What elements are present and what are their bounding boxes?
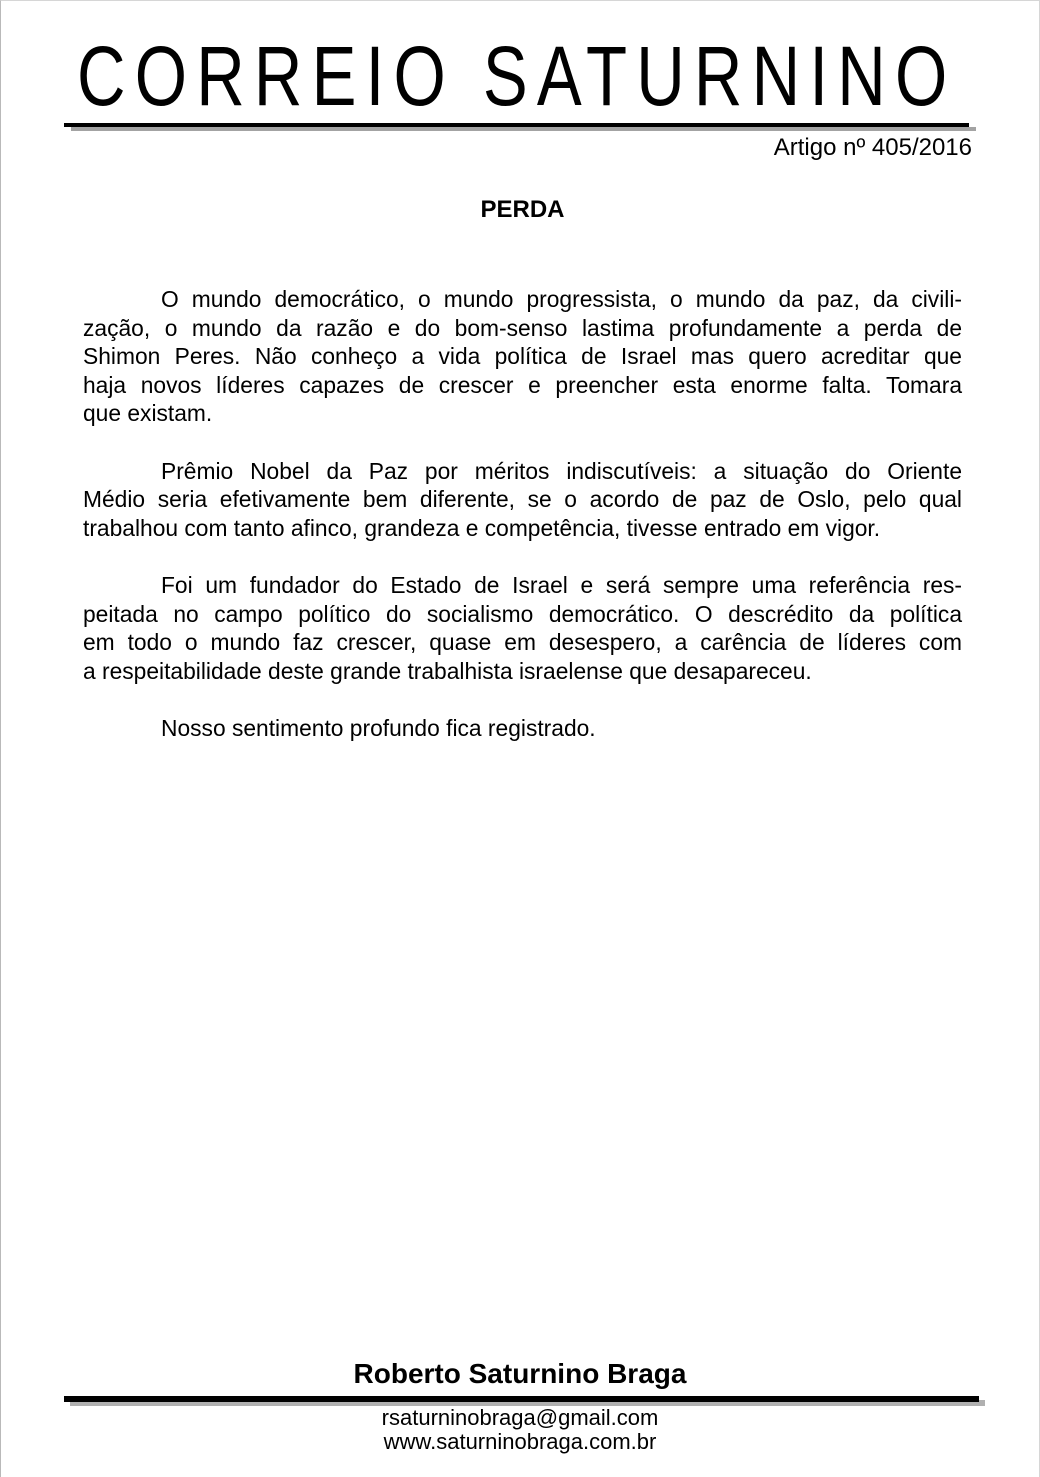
letterhead	[1, 29, 1039, 161]
footer-rule	[64, 1396, 979, 1402]
article-title: PERDA	[480, 196, 565, 223]
signature-block	[1, 1357, 1039, 1454]
header-rule	[64, 123, 969, 127]
article-body	[83, 285, 962, 743]
author-email: rsaturninobraga@gmail.com	[381, 1405, 659, 1430]
masthead-title: CORREIO SATURNINO	[77, 29, 957, 123]
paragraph-line: zação, o mundo da razão e do bom-senso lastima profundamente a perda de	[83, 314, 962, 341]
author-website: www.saturninobraga.com.br	[383, 1429, 657, 1454]
paragraph-line: Médio seria efetivamente bem diferente, se o acordo de paz de Oslo, pelo qual	[83, 486, 962, 513]
paragraph-line: O mundo democrático, o mundo progressista, o mundo da paz, da civili-	[161, 286, 962, 312]
article-number: Artigo nº 405/2016	[773, 134, 972, 161]
paragraph-line: Foi um fundador do Estado de Israel e será sempre uma referência res-	[161, 571, 962, 598]
paragraph-line: peitada no campo político do socialismo democrático. O descrédito da política	[83, 600, 962, 627]
paragraph	[83, 285, 962, 428]
paragraph-line: que existam.	[83, 400, 213, 427]
paragraph-line: em todo o mundo faz crescer, quase em desespero, a carência de líderes com	[83, 629, 962, 656]
paragraph-line: Shimon Peres. Não conheço a vida política de Israel mas quero acreditar que	[83, 343, 962, 370]
article	[1, 197, 1039, 743]
paragraph	[83, 714, 962, 743]
paragraph-line: Prêmio Nobel da Paz por méritos indiscutíveis: a situação do Oriente	[161, 457, 962, 484]
paragraph-line: a respeitabilidade deste grande trabalhista israelense que desapareceu.	[83, 657, 812, 684]
paragraph-line: Nosso sentimento profundo fica registrado.	[161, 714, 596, 741]
author-name: Roberto Saturnino Braga	[353, 1358, 687, 1389]
paragraph-line: trabalhou com tanto afinco, grandeza e competência, tivesse entrado em vigor.	[83, 514, 881, 541]
paragraph-line: haja novos líderes capazes de crescer e preencher esta enorme falta. Tomara	[83, 371, 962, 398]
paragraph	[83, 571, 962, 685]
paragraph	[83, 457, 962, 543]
